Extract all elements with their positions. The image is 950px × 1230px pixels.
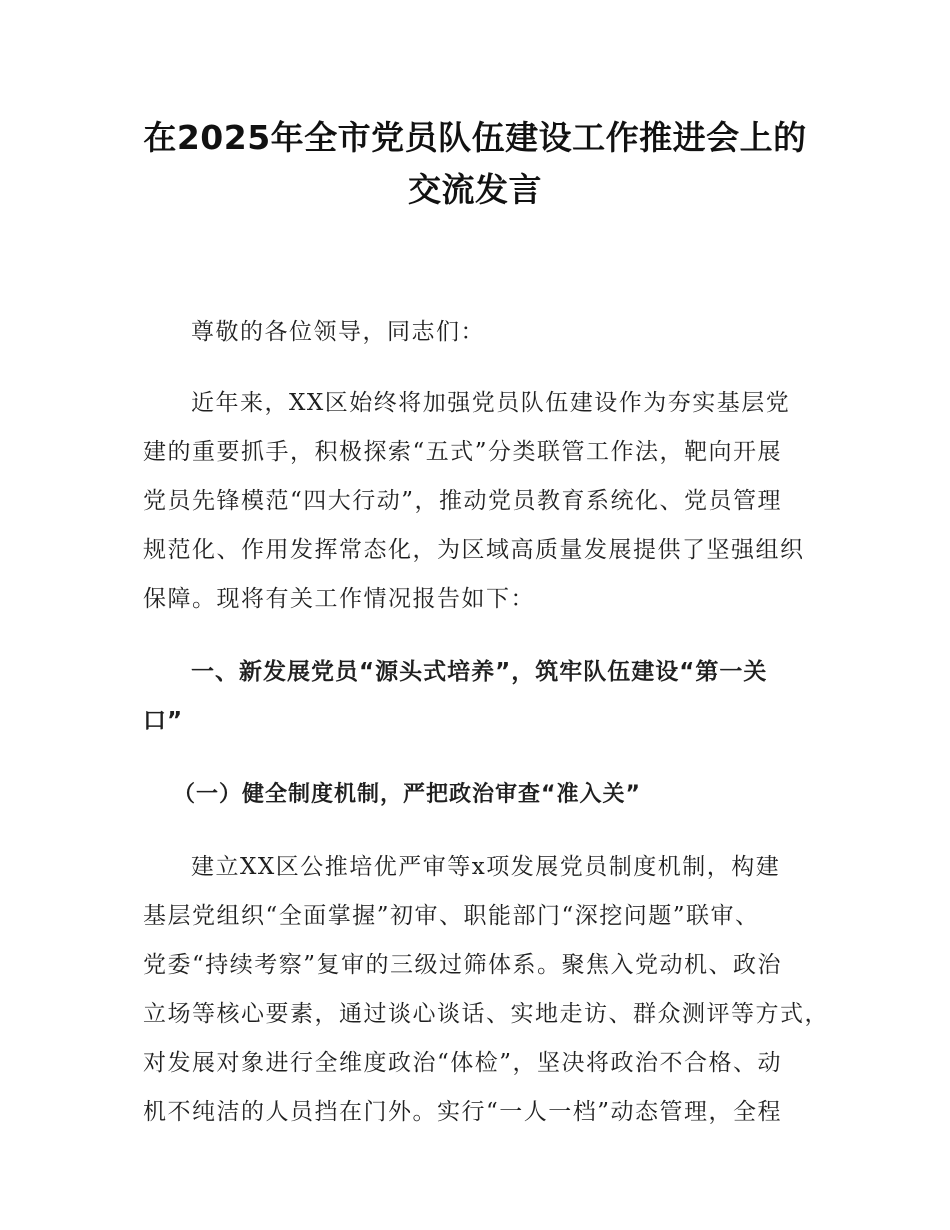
document-body — [143, 308, 829, 1137]
paragraph-line: 机不纯洁的人员挡在门外。实行“一人一档”动态管理，全程 — [143, 1099, 783, 1125]
intro-line: 近年来，XX区始终将加强党员队伍建设作为夯实基层党 — [191, 390, 791, 416]
paragraph-line: 立场等核心要素，通过谈心谈话、实地走访、群众测评等方式， — [143, 1001, 829, 1027]
section-heading-line: 一、新发展党员“源头式培养”，筑牢队伍建设“第一关 — [191, 659, 768, 685]
paragraph-line: 党委“持续考察”复审的三级过筛体系。聚焦入党动机、政治 — [143, 952, 783, 978]
title-line-1: 在2025年全市党员队伍建设工作推进会上的 — [143, 118, 807, 157]
paragraph-line: 建立XX区公推培优严审等x项发展党员制度机制，构建 — [191, 854, 781, 880]
salutation — [143, 308, 823, 357]
section-heading-line: 口” — [143, 708, 184, 734]
intro-paragraph — [143, 379, 823, 624]
paragraph-line: 对发展对象进行全维度政治“体检”，坚决将政治不合格、动 — [143, 1050, 783, 1076]
intro-line: 规范化、作用发挥常态化，为区域高质量发展提供了坚强组织 — [143, 537, 805, 563]
intro-line: 建的重要抓手，积极探索“五式”分类联管工作法，靶向开展 — [143, 439, 783, 465]
subsection-heading: （一）健全制度机制，严把政治审查“准入关” — [173, 782, 641, 807]
paragraph-line: 基层党组织“全面掌握”初审、职能部门“深挖问题”联审、 — [143, 903, 760, 929]
salutation-text: 尊敬的各位领导，同志们： — [191, 319, 485, 345]
body-paragraph — [143, 843, 829, 1137]
intro-line: 党员先锋模范“四大行动”，推动党员教育系统化、党员管理 — [143, 488, 783, 514]
intro-line: 保障。现将有关工作情况报告如下： — [143, 586, 535, 612]
section-heading — [143, 648, 823, 746]
title-line-2: 交流发言 — [408, 170, 542, 209]
document-title — [120, 112, 830, 216]
